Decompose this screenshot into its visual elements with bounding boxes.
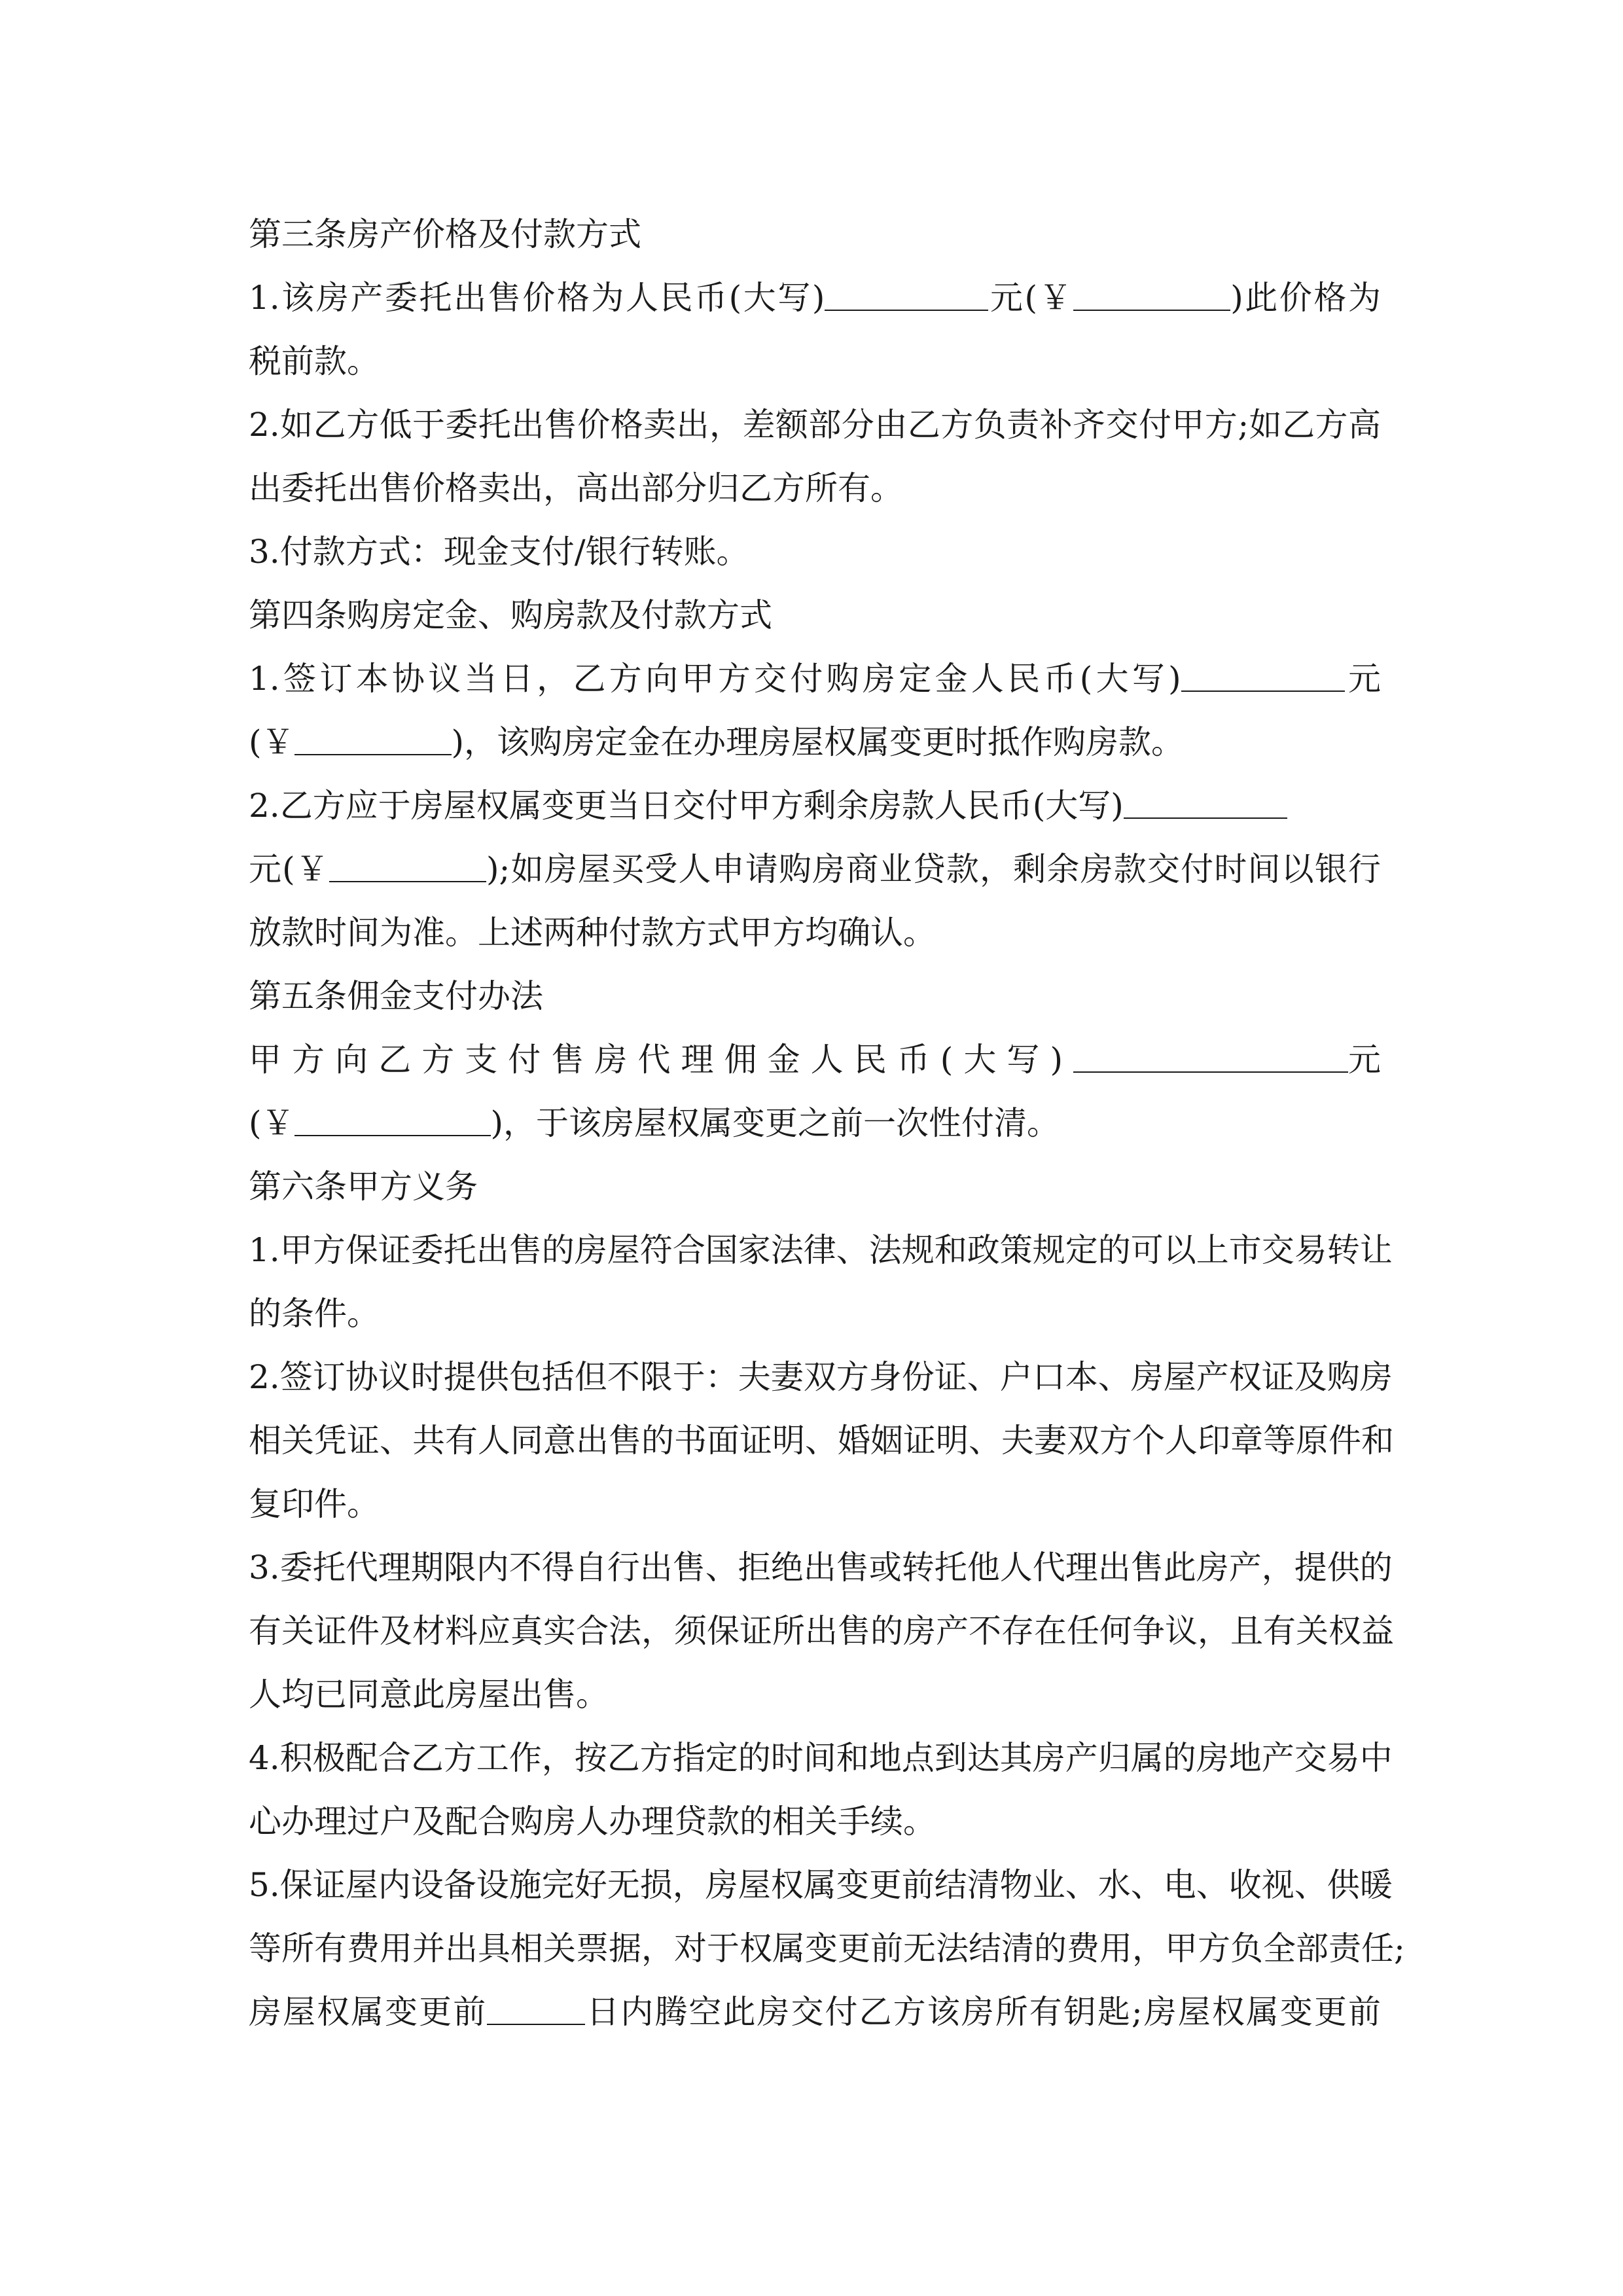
amount-in-figures-blank[interactable]: [1073, 278, 1230, 311]
article6-clause4-line2: 心办理过户及配合购房人办理贷款的相关手续。: [249, 1803, 936, 1840]
article6-clause3-line1: 3.委托代理期限内不得自行出售、拒绝出售或转托他人代理出售此房产，提供的: [249, 1549, 1393, 1587]
article4-clause2-line1: [249, 774, 1381, 838]
article5-clause-line1: [249, 1028, 1381, 1092]
clause-text: )此价格为: [1230, 279, 1382, 317]
clause-text: 日内腾空此房交付乙方该房所有钥匙;房屋权属变更前: [585, 1993, 1381, 2031]
clause-text: 2.乙方应于房屋权属变更当日交付甲方剩余房款人民币(大写): [249, 787, 1124, 825]
vacate-days-blank[interactable]: [487, 1992, 585, 2025]
clause-text: (￥: [249, 723, 294, 761]
article4-clause2-line2: [249, 838, 1381, 901]
article6-clause1-line2: 的条件。: [249, 1295, 380, 1333]
article6-clause2-line2: 相关凭证、共有人同意出售的书面证明、婚姻证明、夫妻双方个人印章等原件和: [249, 1422, 1394, 1460]
balance-in-figures-blank[interactable]: [329, 850, 486, 882]
commission-in-figures-blank[interactable]: [294, 1103, 491, 1136]
article3-clause2-line2: 出委托出售价格卖出，高出部分归乙方所有。: [249, 469, 903, 507]
article6-clause4-line1: 4.积极配合乙方工作，按乙方指定的时间和地点到达其房产归属的房地产交易中: [249, 1739, 1393, 1777]
clause-text: )，于该房屋权属变更之前一次性付清。: [490, 1104, 1060, 1142]
article6-clause1-line1: 1.甲方保证委托出售的房屋符合国家法律、法规和政策规定的可以上市交易转让: [249, 1231, 1393, 1269]
clause-text: );如房屋买受人申请购房商业贷款，剩余房款交付时间以银行: [486, 850, 1381, 888]
clause-text: (￥: [249, 1104, 294, 1142]
article3-clause1-line1: [249, 266, 1381, 330]
balance-in-words-blank[interactable]: [1124, 786, 1287, 819]
article6-clause3-line2: 有关证件及材料应真实合法，须保证所出售的房产不存在任何争议，且有关权益: [249, 1612, 1394, 1650]
article3-heading: 第三条房产价格及付款方式: [249, 215, 641, 253]
deposit-in-figures-blank[interactable]: [294, 723, 452, 755]
article5-clause-line2: [249, 1092, 1381, 1155]
clause-text: 房屋权属变更前: [249, 1993, 488, 2031]
article4-clause1-line1: [249, 647, 1381, 711]
clause-text: )，该购房定金在办理房屋权属变更时抵作购房款。: [451, 723, 1185, 761]
article6-clause2-line1: 2.签订协议时提供包括但不限于：夫妻双方身份证、户口本、房屋产权证及购房: [249, 1358, 1393, 1396]
article4-clause2-line3: 放款时间为准。上述两种付款方式甲方均确认。: [249, 914, 936, 952]
article4-clause1-line2: [249, 711, 1381, 774]
article6-clause5-line2: 等所有费用并出具相关票据，对于权属变更前无法结清的费用，甲方负全部责任;: [249, 1929, 1405, 1967]
commission-in-words-blank[interactable]: [1073, 1040, 1348, 1073]
article6-heading: 第六条甲方义务: [249, 1168, 478, 1206]
article3-clause2-line1: 2.如乙方低于委托出售价格卖出，差额部分由乙方负责补齐交付甲方;如乙方高: [249, 406, 1381, 444]
clause-text: 甲方向乙方支付售房代理佣金人民币(大写): [249, 1041, 1073, 1079]
document-page: [249, 203, 1405, 2044]
article3-clause1-line2: 税前款。: [249, 342, 380, 380]
clause-text: 元(￥: [249, 850, 330, 888]
deposit-in-words-blank[interactable]: [1181, 659, 1345, 692]
article6-clause5-line1: 5.保证屋内设备设施完好无损，房屋权属变更前结清物业、水、电、收视、供暖: [249, 1866, 1393, 1904]
clause-text: 元: [1347, 1041, 1382, 1079]
clause-text: 1.签订本协议当日，乙方向甲方交付购房定金人民币(大写): [249, 660, 1181, 698]
article3-clause3: 3.付款方式：现金支付/银行转账。: [249, 533, 749, 571]
clause-text: 1.该房产委托出售价格为人民币(大写): [249, 279, 825, 317]
article6-clause5-line3: [249, 1981, 1381, 2044]
article5-heading: 第五条佣金支付办法: [249, 977, 543, 1015]
article6-clause3-line3: 人均已同意此房屋出售。: [249, 1676, 609, 1713]
clause-text: 元: [1344, 660, 1382, 698]
clause-text: 元(￥: [988, 279, 1074, 317]
article4-heading: 第四条购房定金、购房款及付款方式: [249, 596, 772, 634]
amount-in-words-blank[interactable]: [825, 278, 988, 311]
article6-clause2-line3: 复印件。: [249, 1485, 380, 1523]
